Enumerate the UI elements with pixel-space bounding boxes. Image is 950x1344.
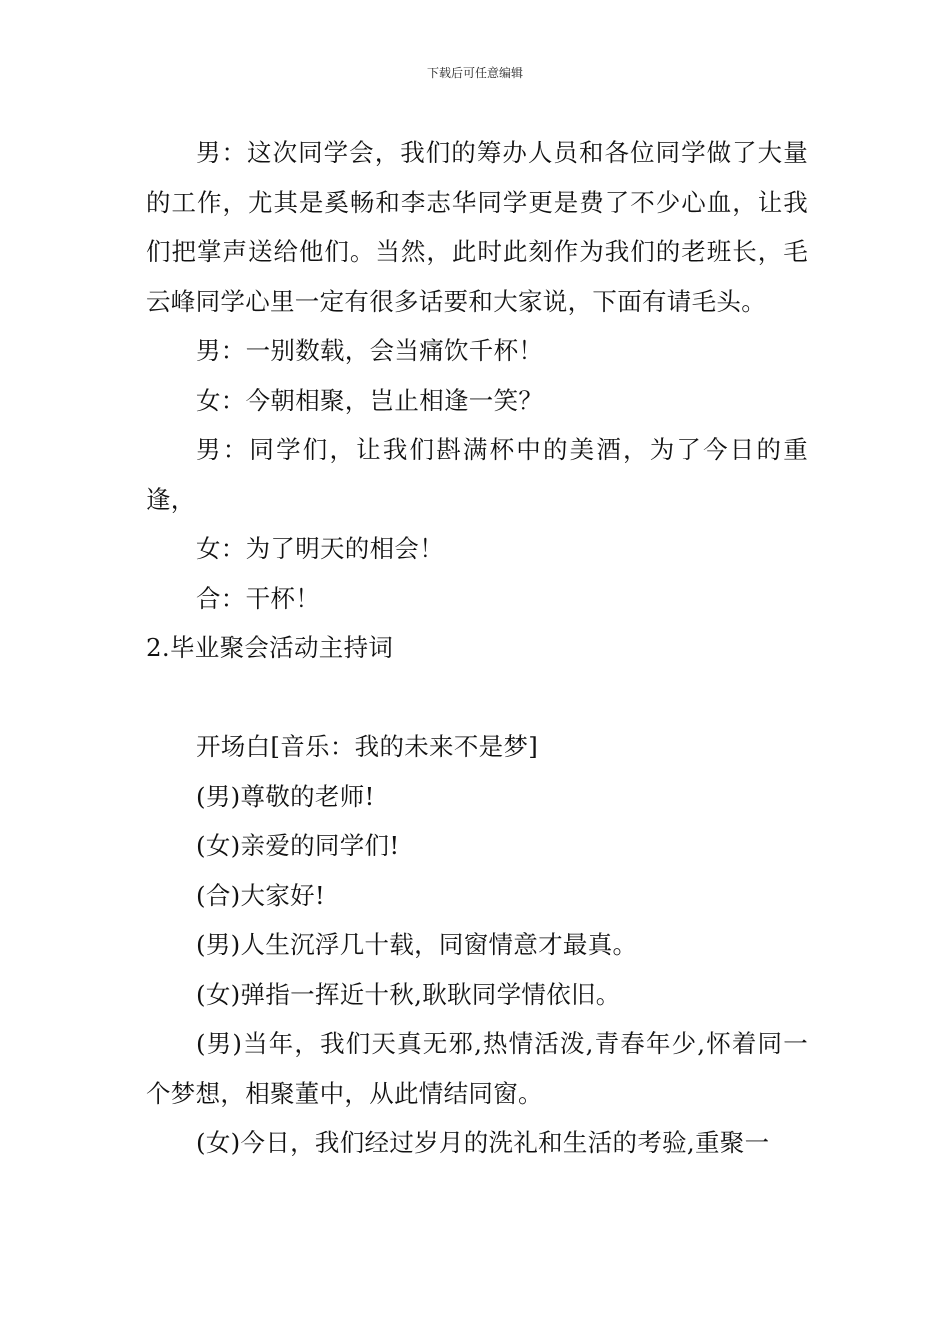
document-body xyxy=(146,128,808,1168)
section-paragraph-8: (女)今日，我们经过岁月的洗礼和生活的考验,重聚一 xyxy=(196,1128,770,1157)
paragraph-6: 合：干杯！ xyxy=(196,583,320,613)
paragraph-3: 女：今朝相聚，岂止相逢一笑？ xyxy=(196,385,544,415)
section-paragraph-5: (男)人生沉浮几十载，同窗情意才最真。 xyxy=(196,930,638,959)
section-paragraph-3: (女)亲爱的同学们! xyxy=(196,831,400,860)
section-paragraph-7: (男)当年，我们天真无邪,热情活泼,青春年少,怀着同一个梦想，相聚董中，从此情结同窗。 xyxy=(146,1029,808,1108)
paragraph-1: 男：这次同学会，我们的筹办人员和各位同学做了大量的工作，尤其是奚畅和李志华同学更是费了不少心血，让我们把掌声送给他们。当然，此时此刻作为我们的老班长，毛云峰同学心里一定有很多话要和大家说，下面有请毛头。 xyxy=(146,138,808,316)
paragraph-4: 男：同学们，让我们斟满杯中的美酒，为了今日的重逢， xyxy=(146,435,808,514)
page-header: 下载后可任意编辑 xyxy=(426,66,523,80)
section-heading: 2.毕业聚会活动主持词 xyxy=(146,633,394,662)
section-paragraph-6: (女)弹指一挥近十秋,耿耿同学情依旧。 xyxy=(196,979,621,1009)
section-paragraph-2: (男)尊敬的老师! xyxy=(196,781,375,811)
paragraph-5: 女：为了明天的相会！ xyxy=(196,534,444,563)
blank-line xyxy=(146,673,808,723)
section-paragraph-1: 开场白[音乐：我的未来不是梦] xyxy=(196,732,539,761)
section-paragraph-4: (合)大家好! xyxy=(196,880,326,910)
paragraph-2: 男：一别数载，会当痛饮千杯！ xyxy=(196,336,544,365)
